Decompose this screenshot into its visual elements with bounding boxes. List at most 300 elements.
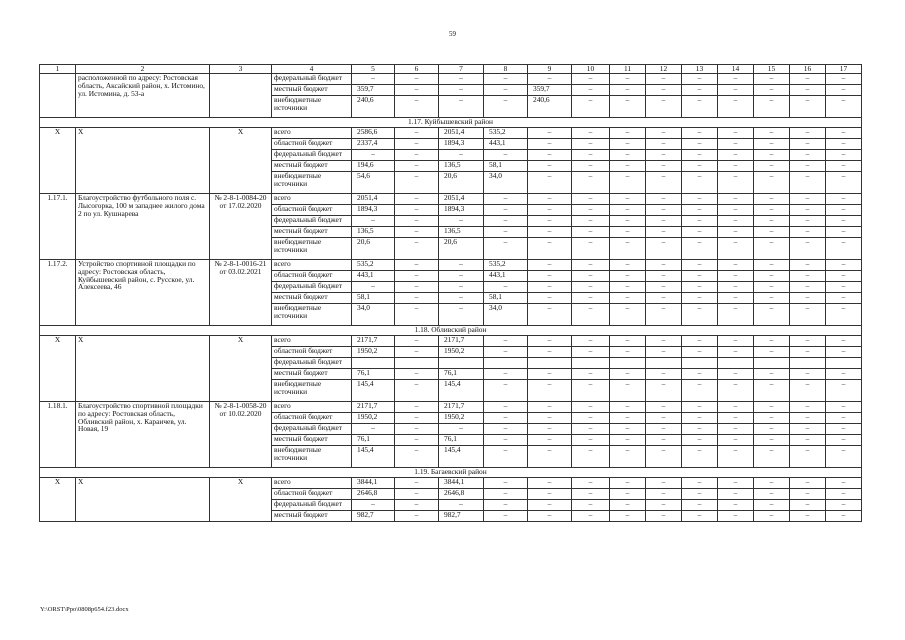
amount-cell: – — [572, 380, 610, 402]
amount-cell: – — [646, 271, 682, 282]
amount-cell: – — [572, 282, 610, 293]
item-name: расположенной по адресу: Ростовская область, Аксайский район, х. Истомино, ул. Истомина, д. 53-а — [76, 74, 210, 118]
amount-cell: 58,1 — [484, 161, 528, 172]
amount-cell: – — [790, 435, 826, 446]
amount-cell: – — [754, 260, 790, 271]
amount-cell: – — [754, 216, 790, 227]
column-number-row — [40, 65, 862, 74]
amount-cell: – — [395, 282, 439, 293]
amount-cell: – — [718, 424, 754, 435]
item-document — [210, 74, 272, 118]
amount-cell: 359,7 — [352, 85, 395, 96]
amount-cell: – — [528, 271, 572, 282]
amount-cell: – — [682, 293, 718, 304]
amount-cell: – — [790, 271, 826, 282]
amount-cell: – — [718, 347, 754, 358]
amount-cell: – — [610, 435, 646, 446]
amount-cell: 3844,1 — [439, 478, 484, 489]
amount-cell: – — [484, 413, 528, 424]
amount-cell — [352, 358, 395, 369]
amount-cell: 76,1 — [352, 369, 395, 380]
funding-source-label: областной бюджет — [272, 347, 352, 358]
amount-cell: – — [528, 402, 572, 413]
amount-cell: – — [718, 478, 754, 489]
amount-cell: – — [682, 435, 718, 446]
amount-cell: – — [395, 413, 439, 424]
amount-cell: – — [439, 304, 484, 326]
amount-cell: – — [484, 402, 528, 413]
amount-cell: – — [439, 500, 484, 511]
amount-cell: – — [826, 402, 862, 413]
amount-cell: – — [395, 478, 439, 489]
amount-cell: – — [395, 435, 439, 446]
amount-cell: 145,4 — [439, 380, 484, 402]
amount-cell: – — [610, 205, 646, 216]
amount-cell: – — [484, 150, 528, 161]
amount-cell: – — [484, 500, 528, 511]
file-path-footer: Y:\ORST\Ppo\0808p654.f23.docx — [40, 606, 129, 613]
amount-cell: – — [826, 260, 862, 271]
amount-cell: – — [572, 85, 610, 96]
amount-cell: 1894,3 — [439, 205, 484, 216]
amount-cell: – — [528, 336, 572, 347]
funding-source-label: областной бюджет — [272, 413, 352, 424]
amount-cell: – — [572, 74, 610, 85]
column-number: 2 — [76, 65, 210, 74]
amount-cell: – — [572, 161, 610, 172]
amount-cell: – — [484, 216, 528, 227]
amount-cell: – — [395, 424, 439, 435]
column-number: 16 — [790, 65, 826, 74]
amount-cell: – — [826, 139, 862, 150]
amount-cell: – — [646, 435, 682, 446]
amount-cell: – — [682, 150, 718, 161]
amount-cell: – — [682, 347, 718, 358]
amount-cell: – — [528, 227, 572, 238]
amount-cell: – — [439, 85, 484, 96]
amount-cell: 2051,4 — [439, 128, 484, 139]
amount-cell: – — [395, 347, 439, 358]
amount-cell: – — [754, 380, 790, 402]
amount-cell: – — [395, 304, 439, 326]
amount-cell: – — [572, 194, 610, 205]
amount-cell: – — [826, 336, 862, 347]
amount-cell: – — [528, 413, 572, 424]
amount-cell: – — [826, 369, 862, 380]
amount-cell: 240,6 — [352, 96, 395, 118]
amount-cell: – — [395, 500, 439, 511]
amount-cell: – — [395, 194, 439, 205]
amount-cell: 359,7 — [528, 85, 572, 96]
amount-cell: – — [682, 172, 718, 194]
amount-cell — [484, 358, 528, 369]
amount-cell: – — [395, 402, 439, 413]
amount-cell: – — [790, 446, 826, 468]
amount-cell: – — [790, 511, 826, 522]
district-section-row — [40, 468, 862, 478]
funding-source-label: всего — [272, 260, 352, 271]
amount-cell: – — [610, 85, 646, 96]
amount-cell: – — [718, 293, 754, 304]
amount-cell: – — [610, 500, 646, 511]
item-name: Х — [76, 336, 210, 402]
amount-cell: – — [528, 260, 572, 271]
amount-cell: – — [484, 238, 528, 260]
amount-cell: – — [790, 172, 826, 194]
amount-cell: – — [682, 511, 718, 522]
amount-cell: 58,1 — [352, 293, 395, 304]
amount-cell: – — [572, 150, 610, 161]
amount-cell: 2337,4 — [352, 139, 395, 150]
funding-source-label: внебюджетные источники — [272, 304, 352, 326]
amount-cell: – — [572, 446, 610, 468]
amount-cell — [790, 358, 826, 369]
funding-source-label: всего — [272, 128, 352, 139]
amount-cell: – — [646, 216, 682, 227]
funding-source-label: областной бюджет — [272, 489, 352, 500]
amount-cell: – — [484, 511, 528, 522]
amount-cell: – — [352, 424, 395, 435]
amount-cell: – — [572, 424, 610, 435]
amount-cell: – — [718, 238, 754, 260]
amount-cell: – — [682, 489, 718, 500]
amount-cell: – — [826, 74, 862, 85]
amount-cell: 194,6 — [352, 161, 395, 172]
amount-cell: – — [718, 369, 754, 380]
amount-cell: – — [754, 413, 790, 424]
amount-cell: – — [754, 238, 790, 260]
item-number: 1.17.2. — [40, 260, 76, 326]
amount-cell: – — [754, 511, 790, 522]
amount-cell: – — [610, 511, 646, 522]
amount-cell: – — [754, 478, 790, 489]
amount-cell: – — [682, 139, 718, 150]
amount-cell: – — [790, 85, 826, 96]
amount-cell: – — [790, 500, 826, 511]
amount-cell: – — [682, 500, 718, 511]
amount-cell: – — [718, 172, 754, 194]
amount-cell — [754, 358, 790, 369]
amount-cell: – — [826, 96, 862, 118]
amount-cell: – — [610, 347, 646, 358]
amount-cell: – — [528, 369, 572, 380]
amount-cell: – — [572, 172, 610, 194]
amount-cell: – — [610, 139, 646, 150]
amount-cell: – — [754, 336, 790, 347]
amount-cell: – — [754, 369, 790, 380]
table-row — [40, 128, 862, 139]
amount-cell: – — [718, 282, 754, 293]
amount-cell: – — [682, 194, 718, 205]
amount-cell: – — [528, 216, 572, 227]
column-number: 7 — [439, 65, 484, 74]
amount-cell: – — [528, 293, 572, 304]
amount-cell: – — [610, 194, 646, 205]
item-number: Х — [40, 478, 76, 522]
funding-source-label: всего — [272, 336, 352, 347]
amount-cell: – — [610, 260, 646, 271]
amount-cell: 443,1 — [484, 271, 528, 282]
amount-cell: – — [610, 413, 646, 424]
amount-cell: – — [646, 511, 682, 522]
amount-cell: – — [826, 238, 862, 260]
amount-cell: – — [718, 511, 754, 522]
amount-cell: – — [610, 380, 646, 402]
amount-cell: – — [528, 128, 572, 139]
amount-cell: – — [646, 424, 682, 435]
amount-cell: – — [352, 500, 395, 511]
amount-cell: – — [395, 260, 439, 271]
amount-cell: – — [718, 227, 754, 238]
amount-cell — [610, 358, 646, 369]
amount-cell: – — [718, 150, 754, 161]
item-document: Х — [210, 478, 272, 522]
amount-cell: – — [646, 413, 682, 424]
item-document: Х — [210, 128, 272, 194]
column-number: 14 — [718, 65, 754, 74]
amount-cell: – — [572, 216, 610, 227]
amount-cell: 145,4 — [352, 446, 395, 468]
amount-cell: – — [790, 489, 826, 500]
funding-source-label: областной бюджет — [272, 205, 352, 216]
amount-cell: – — [790, 260, 826, 271]
amount-cell: – — [610, 478, 646, 489]
amount-cell: – — [682, 478, 718, 489]
funding-source-label: внебюджетные источники — [272, 96, 352, 118]
district-section-row — [40, 326, 862, 336]
funding-source-label: внебюджетные источники — [272, 446, 352, 468]
amount-cell: – — [572, 205, 610, 216]
amount-cell: 535,2 — [484, 260, 528, 271]
amount-cell: – — [826, 227, 862, 238]
amount-cell: – — [572, 413, 610, 424]
amount-cell: – — [646, 489, 682, 500]
amount-cell: – — [790, 227, 826, 238]
amount-cell: – — [572, 128, 610, 139]
amount-cell: – — [610, 128, 646, 139]
amount-cell: – — [395, 161, 439, 172]
amount-cell: 2171,7 — [439, 402, 484, 413]
amount-cell: – — [395, 227, 439, 238]
amount-cell: – — [395, 128, 439, 139]
amount-cell: 2171,7 — [352, 402, 395, 413]
column-number: 17 — [826, 65, 862, 74]
funding-source-label: местный бюджет — [272, 227, 352, 238]
amount-cell: – — [682, 227, 718, 238]
amount-cell: – — [790, 238, 826, 260]
amount-cell: 535,2 — [352, 260, 395, 271]
item-document: № 2-8-1-0058-20 от 10.02.2020 — [210, 402, 272, 468]
amount-cell: – — [528, 435, 572, 446]
amount-cell: – — [646, 304, 682, 326]
amount-cell: – — [682, 413, 718, 424]
amount-cell: – — [682, 336, 718, 347]
amount-cell: – — [439, 293, 484, 304]
column-number: 4 — [272, 65, 352, 74]
amount-cell — [528, 358, 572, 369]
amount-cell: – — [352, 74, 395, 85]
amount-cell: – — [528, 139, 572, 150]
amount-cell: – — [528, 205, 572, 216]
funding-source-label: всего — [272, 478, 352, 489]
item-name: Устройство спортивной площадки по адресу: Ростовская область, Куйбышевский район, с. Русское, ул. Алексеева, 46 — [76, 260, 210, 326]
amount-cell: – — [790, 413, 826, 424]
amount-cell: – — [718, 139, 754, 150]
amount-cell: – — [528, 478, 572, 489]
funding-source-label: федеральный бюджет — [272, 150, 352, 161]
amount-cell: – — [754, 446, 790, 468]
amount-cell: – — [572, 96, 610, 118]
amount-cell: – — [646, 260, 682, 271]
amount-cell: – — [528, 380, 572, 402]
amount-cell: – — [395, 238, 439, 260]
item-name: Благоустройство футбольного поля с. Лысогорка, 100 м западнее жилого дома 2 по ул. Кушнарева — [76, 194, 210, 260]
amount-cell: – — [682, 96, 718, 118]
amount-cell: – — [646, 238, 682, 260]
amount-cell: – — [790, 96, 826, 118]
amount-cell — [718, 358, 754, 369]
amount-cell: – — [826, 85, 862, 96]
amount-cell: 20,6 — [439, 238, 484, 260]
amount-cell: – — [718, 271, 754, 282]
funding-source-label: местный бюджет — [272, 369, 352, 380]
column-number: 12 — [646, 65, 682, 74]
funding-source-label: всего — [272, 402, 352, 413]
amount-cell: – — [395, 271, 439, 282]
amount-cell: – — [610, 282, 646, 293]
amount-cell: – — [484, 74, 528, 85]
amount-cell: – — [439, 150, 484, 161]
funding-source-label: федеральный бюджет — [272, 424, 352, 435]
amount-cell: – — [646, 161, 682, 172]
amount-cell: – — [718, 446, 754, 468]
amount-cell: – — [682, 216, 718, 227]
amount-cell: – — [754, 172, 790, 194]
amount-cell: – — [718, 96, 754, 118]
amount-cell: 2051,4 — [439, 194, 484, 205]
amount-cell: – — [646, 282, 682, 293]
amount-cell: – — [646, 150, 682, 161]
amount-cell: – — [790, 304, 826, 326]
amount-cell: – — [395, 380, 439, 402]
amount-cell: – — [754, 96, 790, 118]
amount-cell: – — [790, 478, 826, 489]
amount-cell: – — [754, 402, 790, 413]
amount-cell: – — [395, 216, 439, 227]
amount-cell: 136,5 — [439, 227, 484, 238]
amount-cell: 76,1 — [439, 369, 484, 380]
amount-cell: – — [572, 336, 610, 347]
amount-cell: – — [395, 336, 439, 347]
item-document: № 2-8-1-0016-21 от 03.02.2021 — [210, 260, 272, 326]
amount-cell: – — [790, 369, 826, 380]
column-number: 15 — [754, 65, 790, 74]
column-number: 13 — [682, 65, 718, 74]
amount-cell: – — [754, 85, 790, 96]
amount-cell: – — [790, 336, 826, 347]
amount-cell: – — [826, 380, 862, 402]
amount-cell: – — [572, 260, 610, 271]
column-number: 11 — [610, 65, 646, 74]
amount-cell: – — [610, 150, 646, 161]
amount-cell: – — [610, 227, 646, 238]
amount-cell: – — [484, 96, 528, 118]
amount-cell: – — [646, 500, 682, 511]
item-name: Х — [76, 478, 210, 522]
amount-cell: – — [718, 216, 754, 227]
amount-cell: – — [790, 205, 826, 216]
item-number — [40, 74, 76, 118]
amount-cell: – — [754, 271, 790, 282]
amount-cell: – — [682, 205, 718, 216]
amount-cell: 982,7 — [439, 511, 484, 522]
amount-cell: – — [528, 161, 572, 172]
amount-cell: 1894,3 — [352, 205, 395, 216]
amount-cell: – — [646, 293, 682, 304]
amount-cell: – — [528, 172, 572, 194]
funding-source-label: местный бюджет — [272, 435, 352, 446]
funding-source-label: областной бюджет — [272, 271, 352, 282]
amount-cell: – — [395, 74, 439, 85]
amount-cell: – — [790, 347, 826, 358]
column-number: 1 — [40, 65, 76, 74]
amount-cell: – — [646, 347, 682, 358]
amount-cell: 2171,7 — [439, 336, 484, 347]
budget-table — [39, 64, 862, 522]
amount-cell: 58,1 — [484, 293, 528, 304]
amount-cell: – — [610, 489, 646, 500]
amount-cell: – — [646, 369, 682, 380]
district-title: 1.17. Куйбышевский район — [40, 118, 862, 128]
amount-cell — [646, 358, 682, 369]
amount-cell — [572, 358, 610, 369]
amount-cell: – — [610, 446, 646, 468]
amount-cell: 20,6 — [352, 238, 395, 260]
amount-cell: – — [682, 424, 718, 435]
funding-source-label: всего — [272, 194, 352, 205]
amount-cell: – — [826, 161, 862, 172]
amount-cell: – — [395, 369, 439, 380]
amount-cell: – — [528, 194, 572, 205]
amount-cell: 76,1 — [439, 435, 484, 446]
funding-source-label: местный бюджет — [272, 85, 352, 96]
amount-cell: – — [484, 336, 528, 347]
amount-cell: – — [572, 293, 610, 304]
amount-cell: – — [395, 511, 439, 522]
amount-cell: 136,5 — [352, 227, 395, 238]
amount-cell: – — [572, 304, 610, 326]
amount-cell: – — [484, 205, 528, 216]
amount-cell: – — [484, 435, 528, 446]
amount-cell: – — [395, 205, 439, 216]
amount-cell: – — [718, 304, 754, 326]
amount-cell: – — [439, 424, 484, 435]
table-row — [40, 402, 862, 413]
amount-cell: – — [352, 216, 395, 227]
amount-cell: – — [790, 216, 826, 227]
column-number: 6 — [395, 65, 439, 74]
amount-cell: – — [790, 194, 826, 205]
amount-cell: – — [610, 74, 646, 85]
amount-cell: – — [395, 150, 439, 161]
amount-cell: 34,0 — [484, 172, 528, 194]
amount-cell: – — [826, 172, 862, 194]
funding-source-label: федеральный бюджет — [272, 358, 352, 369]
amount-cell: – — [826, 205, 862, 216]
amount-cell: – — [484, 194, 528, 205]
amount-cell: – — [395, 172, 439, 194]
amount-cell: – — [682, 282, 718, 293]
